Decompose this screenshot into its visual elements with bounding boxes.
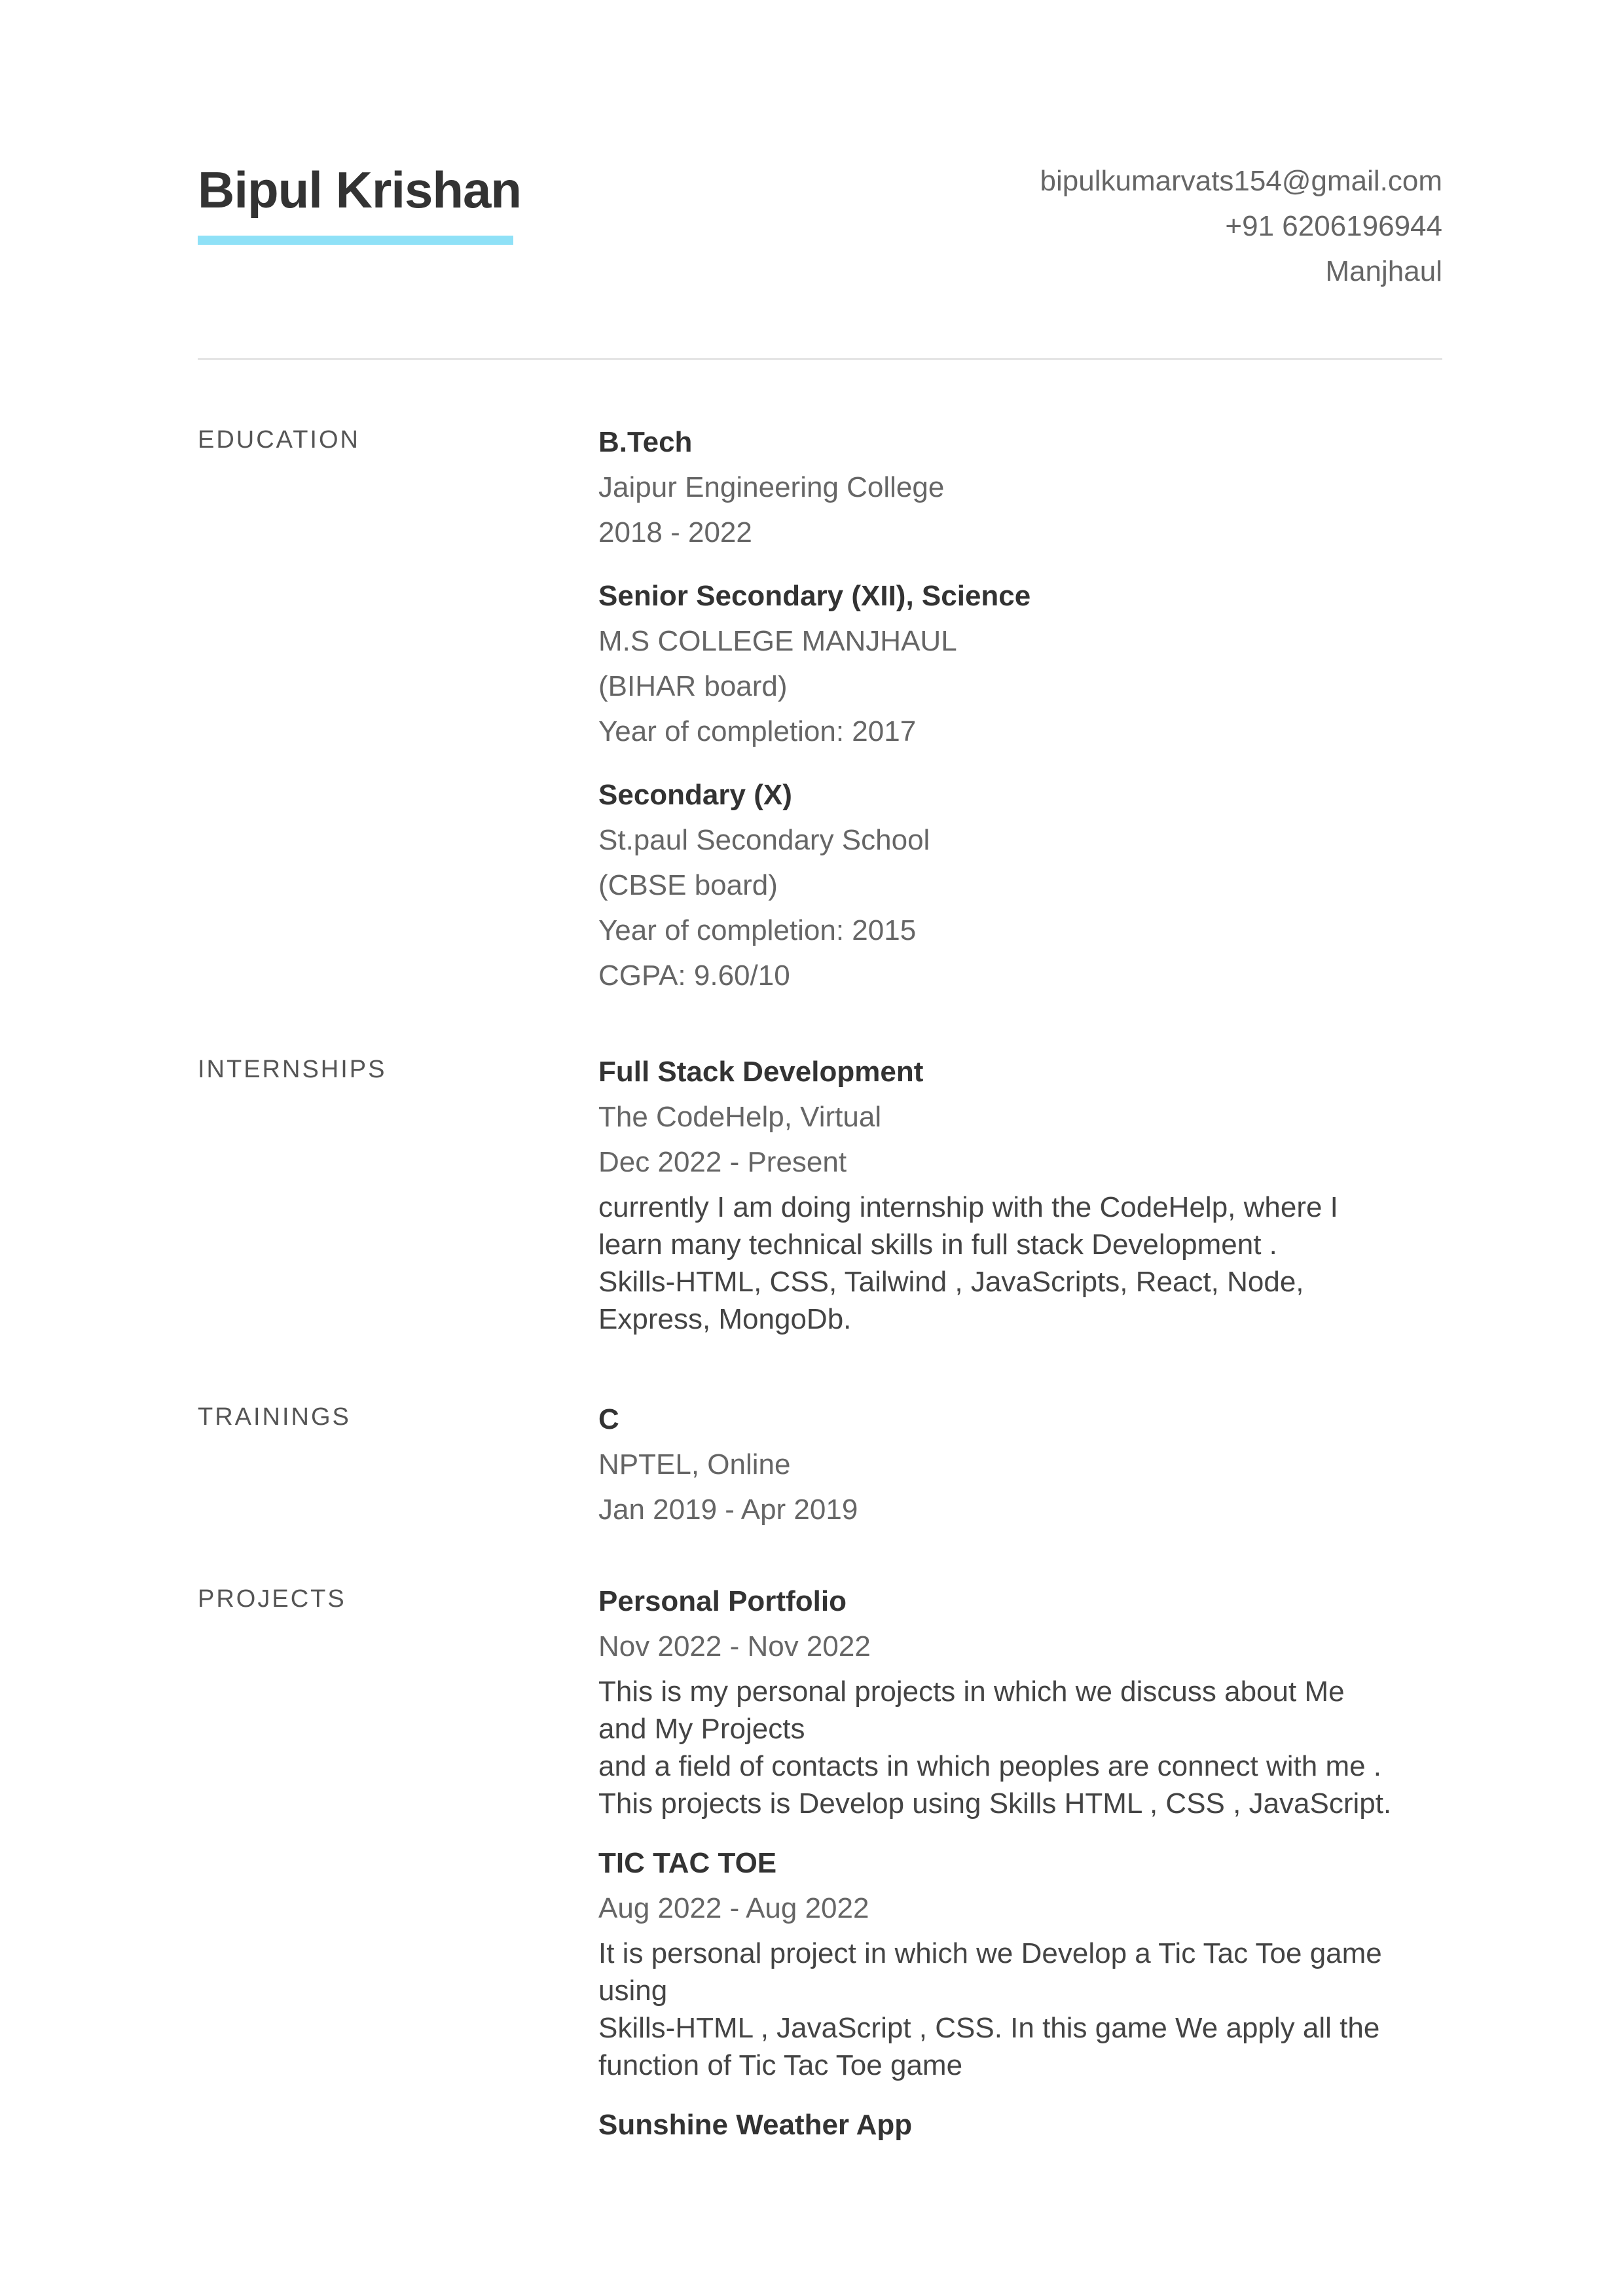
entry-title: Full Stack Development (598, 1056, 924, 1088)
entry-description (598, 1673, 1442, 1822)
section-label-projects: PROJECTS (198, 1585, 346, 1613)
entry-meta: (CBSE board) (598, 869, 778, 901)
phone[interactable]: +91 6206196944 (1225, 210, 1442, 242)
project-entry (598, 1840, 1442, 2084)
entry-meta: CGPA: 9.60/10 (598, 960, 790, 992)
entry-meta: NPTEL, Online (598, 1448, 791, 1480)
desc-line: using (598, 1975, 668, 2007)
entry-description (598, 1189, 1442, 1338)
education-entry (598, 420, 1442, 555)
education-entry (598, 772, 1442, 998)
project-entries (598, 1579, 1442, 2166)
candidate-name: Bipul Krishan (198, 161, 522, 219)
desc-line: It is personal project in which we Develop a Tic Tac Toe game (598, 1937, 1382, 1969)
entry-meta: St.paul Secondary School (598, 824, 930, 856)
internship-entry (598, 1049, 1442, 1338)
name-underline (198, 236, 513, 245)
entry-meta: Jan 2019 - Apr 2019 (598, 1494, 858, 1526)
entry-title: TIC TAC TOE (598, 1847, 777, 1879)
entry-title: Personal Portfolio (598, 1585, 847, 1617)
desc-line: learn many technical skills in full stack Development . (598, 1229, 1277, 1261)
entry-meta: Year of completion: 2017 (598, 715, 917, 747)
section-label-internships: INTERNSHIPS (198, 1056, 387, 1083)
entry-title: Sunshine Weather App (598, 2109, 913, 2141)
internship-entries (598, 1049, 1442, 1356)
location: Manjhaul (1325, 255, 1442, 287)
desc-line: Express, MongoDb. (598, 1303, 852, 1335)
project-entry (598, 2102, 1442, 2147)
entry-meta: Aug 2022 - Aug 2022 (598, 1892, 869, 1924)
education-entries (598, 420, 1442, 1016)
contact-block (1040, 158, 1442, 294)
header-divider (198, 358, 1442, 360)
project-entry (598, 1579, 1442, 1822)
entry-meta: The CodeHelp, Virtual (598, 1101, 882, 1133)
entry-meta: 2018 - 2022 (598, 516, 752, 548)
desc-line: and My Projects (598, 1713, 805, 1745)
desc-line: currently I am doing internship with the CodeHelp, where I (598, 1191, 1338, 1223)
entry-meta: Nov 2022 - Nov 2022 (598, 1630, 871, 1662)
entry-title: B.Tech (598, 426, 693, 458)
entry-meta: Dec 2022 - Present (598, 1146, 847, 1178)
desc-line: This is my personal projects in which we discuss about Me (598, 1676, 1345, 1708)
entry-meta: Jaipur Engineering College (598, 471, 945, 503)
desc-line: Skills-HTML, CSS, Tailwind , JavaScripts, React, Node, (598, 1266, 1304, 1298)
desc-line: and a field of contacts in which peoples are connect with me . (598, 1750, 1382, 1782)
desc-line: function of Tic Tac Toe game (598, 2049, 963, 2081)
entry-title: Secondary (X) (598, 779, 792, 811)
section-label-trainings: TRAININGS (198, 1403, 351, 1431)
desc-line: Skills-HTML , JavaScript , CSS. In this game We apply all the (598, 2012, 1380, 2044)
education-entry (598, 573, 1442, 754)
training-entry (598, 1397, 1442, 1532)
training-entries (598, 1397, 1442, 1551)
email[interactable]: bipulkumarvats154@gmail.com (1040, 165, 1442, 197)
entry-meta: M.S COLLEGE MANJHAUL (598, 625, 957, 657)
desc-line: This projects is Develop using Skills HTML , CSS , JavaScript. (598, 1787, 1392, 1820)
entry-description (598, 1935, 1442, 2084)
entry-meta: Year of completion: 2015 (598, 914, 917, 946)
entry-meta: (BIHAR board) (598, 670, 788, 702)
entry-title: Senior Secondary (XII), Science (598, 580, 1031, 612)
section-label-education: EDUCATION (198, 426, 360, 454)
entry-title: C (598, 1403, 619, 1435)
